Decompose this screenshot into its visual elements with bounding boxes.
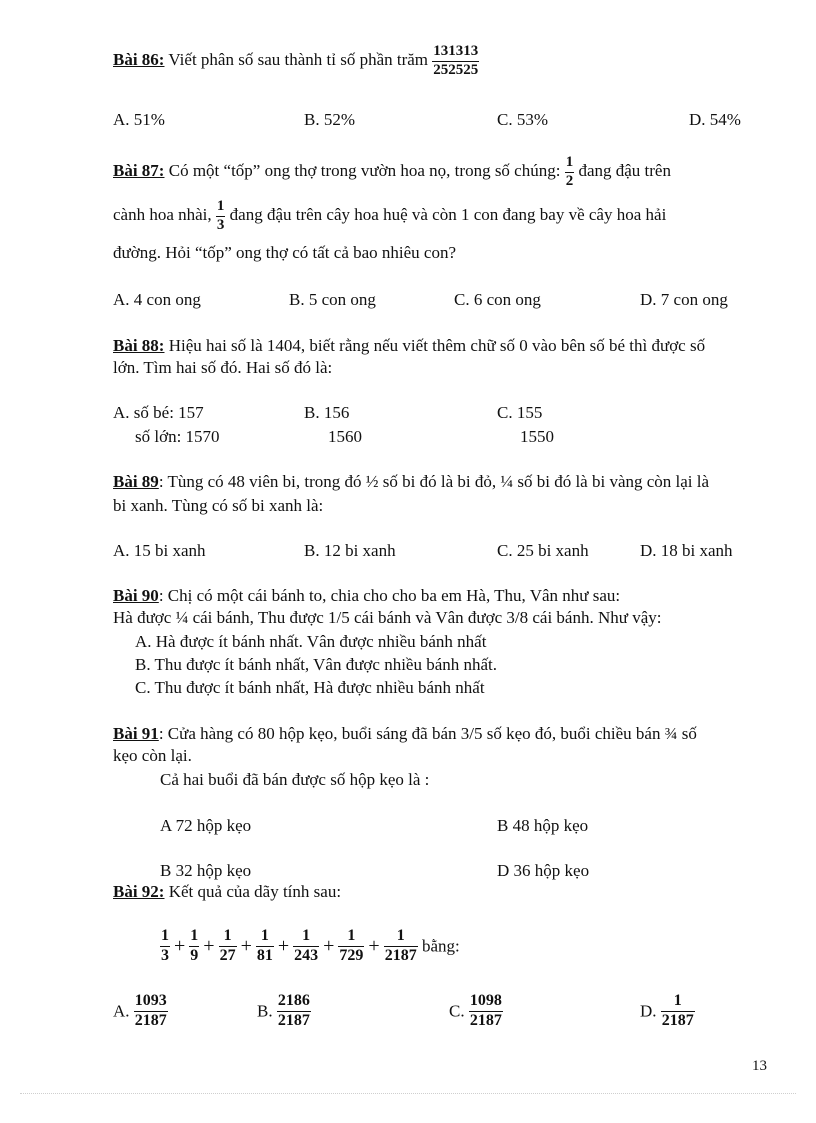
fraction-numerator: 1 [661,993,695,1012]
problem-89-option-c: C. 25 bi xanh [497,541,589,560]
fraction-numerator: 1 [338,928,364,947]
problem-91-line-1 [113,724,697,744]
fraction-numerator: 1 [160,928,170,947]
option-fraction [661,993,695,1030]
problem-88-option-a-line-2: số lớn: 1570 [135,427,220,446]
problem-92-option-b [257,993,311,1030]
problem-87-line-2 [113,199,666,234]
problem-91-option-b: B 48 hộp kẹo [497,816,589,835]
problem-87-fraction-half [565,155,575,190]
problem-92-option-a [113,993,168,1030]
fraction-denominator: 2187 [134,1011,167,1029]
problem-92-option-c [449,993,503,1030]
fraction-denominator: 2187 [277,1011,310,1029]
problem-87-line-3: đường. Hỏi “tốp” ong thợ có tất cả bao nhiêu con? [113,243,457,262]
problem-88-option-a-line-1: A. số bé: 157 [113,403,204,422]
problem-90-line-1 [113,586,620,606]
fraction-denominator: 81 [256,946,273,964]
fraction-denominator: 2187 [469,1011,502,1029]
problem-91-option-c: B 32 hộp kẹo [160,861,252,880]
problem-88-option-c-line-1: C. 155 [497,403,543,422]
fraction-numerator: 1 [256,928,274,947]
fraction-numerator: 131313 [432,44,479,62]
fraction-denominator: 27 [219,946,236,964]
series-term-7 [384,928,418,965]
problem-89-label: Bài 89 [113,472,159,491]
problem-86-option-d: D. 54% [689,110,741,129]
series-term-3 [219,928,237,965]
problem-91-line-2: kẹo còn lại. [113,746,192,765]
fraction-numerator: 1 [189,928,199,947]
fraction-numerator: 1093 [134,993,168,1012]
problem-90-option-b: B. Thu được ít bánh nhất, Vân được nhiều bánh nhất. [135,655,498,674]
problem-89-text-1: : Tùng có 48 viên bi, trong đó ½ số bi đó là bi đỏ, ¼ số bi đó là bi vàng còn lại là [158,472,710,491]
problem-89-option-b: B. 12 bi xanh [304,541,396,560]
problem-92-label: Bài 92: [113,882,165,901]
fraction-numerator: 1 [293,928,319,947]
problem-87-option-d: D. 7 con ong [640,290,728,309]
fraction-denominator: 2187 [661,1011,694,1029]
problem-87-text-1b: đang đậu trên [574,161,671,181]
problem-88-text-1: Hiệu hai số là 1404, biết rằng nếu viết thêm chữ số 0 vào bên số bé thì được số [164,336,706,355]
series-term-6 [338,928,364,965]
problem-92-line-1 [113,882,341,902]
problem-87-line-1 [113,155,671,190]
problem-87-label: Bài 87: [113,161,165,181]
fraction-numerator: 2186 [277,993,311,1012]
problem-87-text-1: Có một “tốp” ong thợ trong vườn hoa nọ, trong số chúng: [164,161,565,181]
fraction-denominator: 3 [216,216,225,233]
fraction-denominator: 243 [294,946,319,964]
option-letter: A. [113,1001,130,1021]
fraction-denominator: 2187 [384,946,417,964]
fraction-numerator: 1098 [469,993,503,1012]
problem-87-option-a: A. 4 con ong [113,290,201,309]
problem-92-text: Kết quả của dãy tính sau: [164,882,342,901]
plus-sign: + [368,934,380,957]
problem-91-option-a: A 72 hộp kẹo [160,816,252,835]
problem-87-fraction-third [216,199,226,234]
problem-86-option-a: A. 51% [113,110,165,129]
problem-87-option-c: C. 6 con ong [454,290,541,309]
problem-90-option-c: C. Thu được ít bánh nhất, Hà được nhiều bánh nhất [135,678,485,697]
footer-divider [20,1093,796,1094]
plus-sign: + [277,934,290,957]
problem-86-text: Viết phân số sau thành tỉ số phần trăm [164,50,433,70]
fraction-denominator: 2 [565,172,574,189]
option-letter: C. [449,1001,465,1021]
problem-88-option-b-line-2: 1560 [328,427,362,446]
problem-91-text-1: : Cửa hàng có 80 hộp kẹo, buổi sáng đã bán 3/5 số kẹo đó, buổi chiều bán ¾ số [158,724,697,743]
problem-90-line-2: Hà được ¼ cái bánh, Thu được 1/5 cái bánh và Vân được 3/8 cái bánh. Như vậy: [113,608,662,627]
problem-91-option-d: D 36 hộp kẹo [497,861,590,880]
fraction-numerator: 1 [384,928,418,947]
problem-86-option-b: B. 52% [304,110,355,129]
problem-86-statement [113,44,479,79]
problem-86-option-c: C. 53% [497,110,548,129]
plus-sign: + [240,934,252,957]
problem-90-text-1: : Chị có một cái bánh to, chia cho cho ba em Hà, Thu, Vân như sau: [158,586,621,605]
problem-91-line-3: Cả hai buổi đã bán được số hộp kẹo là : [160,770,430,789]
fraction-numerator: 1 [216,199,226,217]
option-fraction [469,993,503,1030]
series-term-5 [293,928,319,965]
problem-92-expression [160,928,460,965]
problem-87-option-b: B. 5 con ong [289,290,376,309]
fraction-numerator: 1 [565,155,575,173]
problem-89-line-2: bi xanh. Tùng có số bi xanh là: [113,496,324,515]
problem-89-line-1 [113,472,709,492]
option-fraction [134,993,168,1030]
fraction-denominator: 9 [190,946,199,964]
problem-92-option-d [640,993,695,1030]
problem-88-line-2: lớn. Tìm hai số đó. Hai số đó là: [113,358,333,377]
problem-88-option-c-line-2: 1550 [520,427,554,446]
fraction-denominator: 252525 [433,61,479,78]
page-number: 13 [752,1058,767,1074]
problem-86-fraction [432,44,479,79]
problem-87-text-2b: đang đậu trên cây hoa huệ và còn 1 con đang bay về cây hoa hải [225,205,667,225]
problem-90-label: Bài 90 [113,586,159,605]
problem-89-option-d: D. 18 bi xanh [640,541,733,560]
fraction-denominator: 729 [339,946,364,964]
series-term-1 [160,928,170,965]
fraction-numerator: 1 [219,928,237,947]
fraction-denominator: 3 [161,946,169,964]
problem-88-line-1 [113,336,705,356]
problem-87-text-2a: cành hoa nhài, [113,205,216,225]
problem-92-tail: bằng: [417,936,460,956]
plus-sign: + [174,934,186,957]
plus-sign: + [203,934,215,957]
option-letter: D. [640,1001,657,1021]
series-term-4 [256,928,274,965]
series-term-2 [189,928,199,965]
problem-90-option-a: A. Hà được ít bánh nhất. Vân được nhiều bánh nhất [135,632,487,651]
problem-91-label: Bài 91 [113,724,159,743]
plus-sign: + [323,934,335,957]
problem-86-label: Bài 86: [113,50,165,70]
problem-89-option-a: A. 15 bi xanh [113,541,206,560]
option-fraction [277,993,311,1030]
problem-88-option-b-line-1: B. 156 [304,403,350,422]
option-letter: B. [257,1001,273,1021]
problem-88-label: Bài 88: [113,336,165,355]
